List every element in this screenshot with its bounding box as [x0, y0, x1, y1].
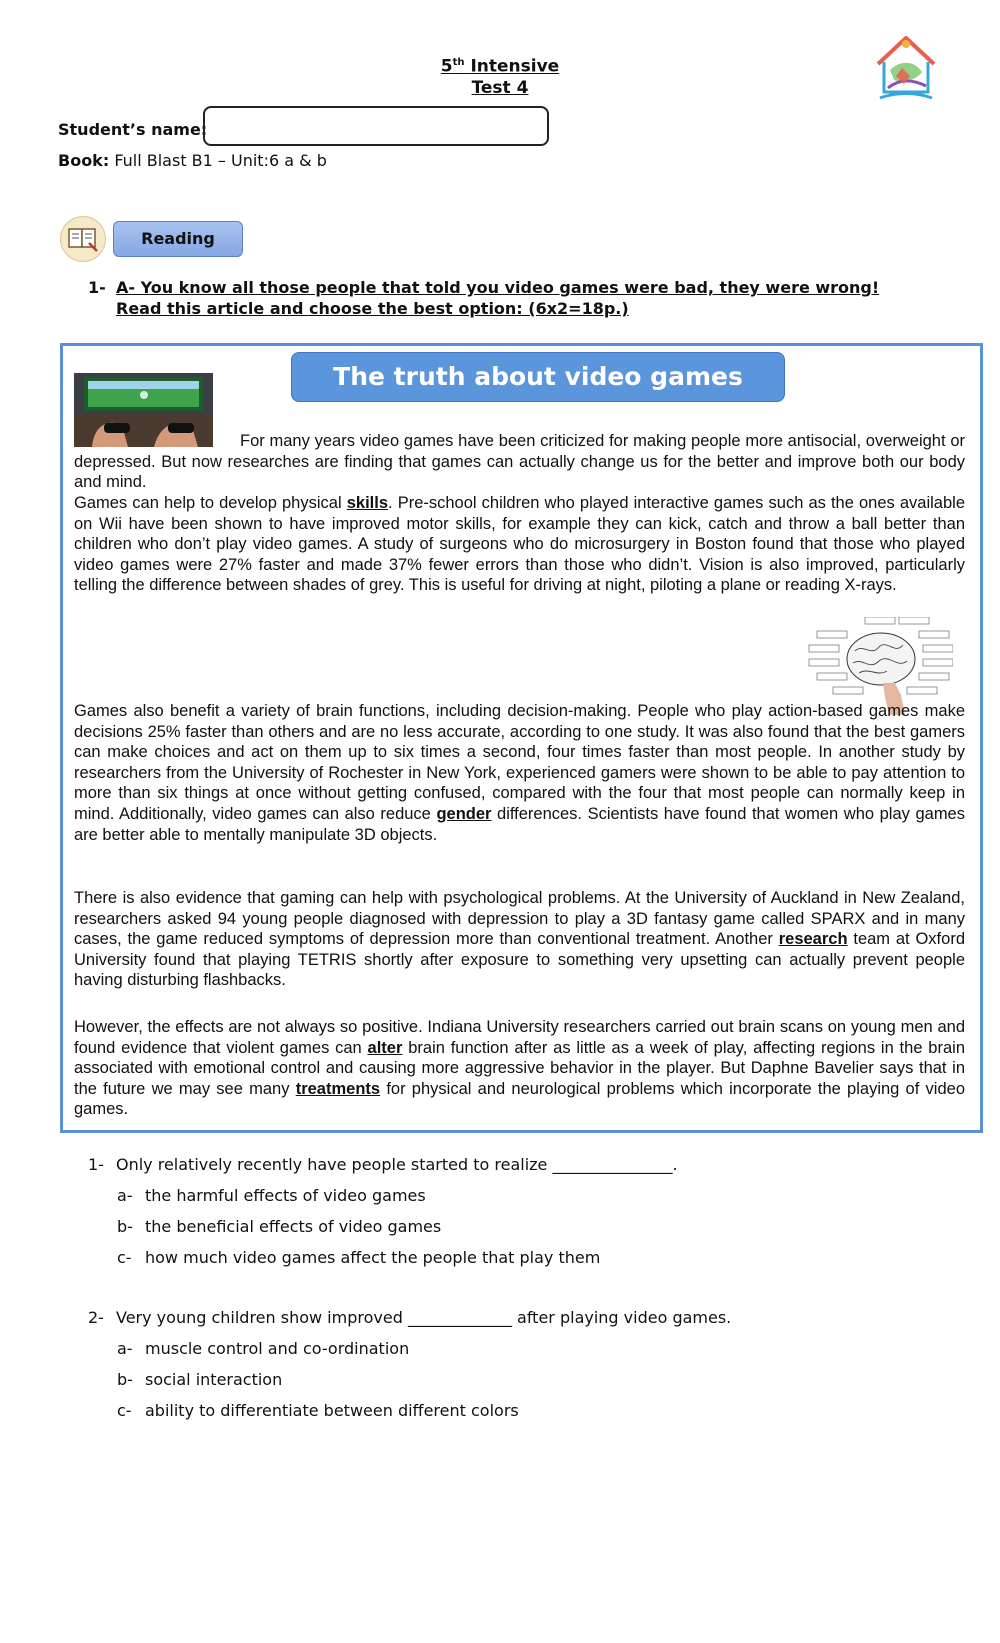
instruction — [88, 277, 918, 319]
book-value: Full Blast B1 – Unit:6 a & b — [114, 151, 327, 170]
book-icon — [60, 216, 106, 262]
keyword-gender: gender — [436, 804, 492, 823]
question-2-option-a[interactable]: a- muscle control and co-ordination — [117, 1339, 410, 1358]
keyword-alter: alter — [367, 1038, 403, 1057]
question-1-option-c[interactable]: c- how much video games affect the people that play them — [117, 1248, 601, 1267]
question-1-option-a[interactable]: a- the harmful effects of video games — [117, 1186, 426, 1205]
instruction-number: 1- — [88, 278, 106, 297]
article-paragraph-5: However, the effects are not always so positive. Indiana University researchers carried out brain scans on young men and found evidence that violent games can alter brain function after as little as a week of play, affecting regions in the brain associated with emotional control and causing more aggressive behavior in the player. But Daphne Bavelier says that in the future we may see many treatments for physical and neurological problems which incorporate the playing of video games. — [74, 1018, 965, 1119]
test-number: Test 4 — [471, 77, 529, 98]
keyword-skills: skills — [346, 494, 389, 512]
article-paragraph-1: For many years video games have been criticized for making people more antisocial, overweight or depressed. But now researches are finding that games can actually change us for the better and improve both our body and mind. — [74, 432, 965, 492]
book-info — [58, 151, 327, 170]
article-title: The truth about video games — [291, 352, 785, 402]
test-header — [0, 52, 1000, 99]
question-2-option-c[interactable]: c- ability to differentiate between different colors — [117, 1401, 519, 1420]
school-logo-icon — [870, 30, 942, 106]
question-stem: Very young children show improved _____________ after playing video games. — [116, 1308, 732, 1327]
instruction-text: A- You know all those people that told you video games were bad, they were wrong! Read this article and choose the best option: (6x2=18p.) — [116, 278, 880, 318]
article-paragraph-3: Games also benefit a variety of brain functions, including decision-making. People who play action-based games make decisions 25% faster than others and are no less accurate, according to one study. It was also found that the best gamers can make choices and act on them up to six times a second, four times faster than most people. In another study by researchers from the University of Rochester in New York, experienced gamers were shown to be able to pay attention to more than six things at once without getting confused, compared with the four that most people can normally keep in mind. Additionally, video games can also reduce gender differences. Scientists have found that women who play games are better able to mentally manipulate 3D objects. — [74, 702, 965, 844]
question-stem: Only relatively recently have people started to realize _______________. — [116, 1155, 678, 1174]
question-1: 1- Only relatively recently have people started to realize _______________. — [88, 1155, 678, 1174]
reading-section-button[interactable]: Reading — [113, 221, 243, 257]
level-title: 5th Intensive — [440, 56, 560, 77]
student-name-input[interactable] — [203, 106, 549, 146]
question-2-option-b[interactable]: b- social interaction — [117, 1370, 283, 1389]
keyword-treatments: treatments — [295, 1079, 381, 1098]
book-label: Book: — [58, 151, 110, 170]
article-paragraph-4: There is also evidence that gaming can help with psychological problems. At the University of Auckland in New Zealand, researchers asked 94 young people diagnosed with depression to play a 3D fantasy game called SPARX and in many cases, the game reduced symptoms of depression more than conventional treatment. Another research team at Oxford University found that playing TETRIS shortly after exposure to something very upsetting can actually prevent people having disturbing flashbacks. — [74, 889, 965, 990]
question-2: 2- Very young children show improved _____________ after playing video games. — [88, 1308, 732, 1327]
question-1-option-b[interactable]: b- the beneficial effects of video games — [117, 1217, 442, 1236]
keyword-research: research — [778, 930, 848, 949]
article-paragraph-2: Games can help to develop physical skills. Pre-school children who played interactive games such as the ones available on Wii have been shown to have improved motor skills, for example they can kick, catch and throw a ball better than children who don’t play video games. A study of surgeons who do microsurgery in Boston found that those who played video games were 27% faster and made 37% fewer errors than those who didn’t. Vision is also improved, particularly telling the difference between shades of grey. This is useful for driving at night, piloting a plane or reading X-rays. — [74, 494, 966, 595]
student-name-label: Student’s name: — [58, 120, 208, 139]
